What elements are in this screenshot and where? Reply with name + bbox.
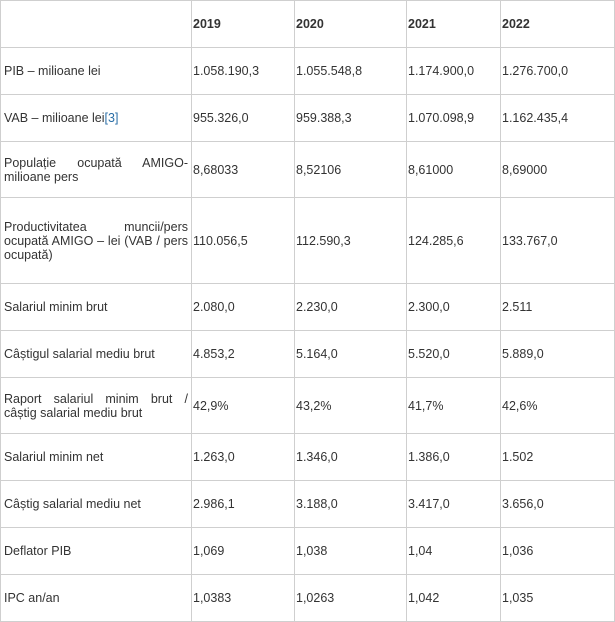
table-cell: 1.346,0 xyxy=(295,434,407,481)
row-label: PIB – milioane lei xyxy=(1,48,192,95)
table-cell: 1.502 xyxy=(501,434,615,481)
table-cell: 1.263,0 xyxy=(192,434,295,481)
table-cell: 124.285,6 xyxy=(407,198,501,284)
table-cell: 1.174.900,0 xyxy=(407,48,501,95)
row-label: Raport salariul minim brut / câștig salarial mediu brut xyxy=(1,378,192,434)
table-cell: 1,069 xyxy=(192,528,295,575)
table-row xyxy=(1,95,615,142)
table-row xyxy=(1,284,615,331)
reference-link[interactable]: [3] xyxy=(104,111,119,125)
table-cell: 1,035 xyxy=(501,575,615,622)
table-row xyxy=(1,331,615,378)
row-label: Salariul minim brut xyxy=(1,284,192,331)
table-row xyxy=(1,575,615,622)
table-cell: 1.162.435,4 xyxy=(501,95,615,142)
table-cell: 43,2% xyxy=(295,378,407,434)
table-row xyxy=(1,142,615,198)
table-cell: 8,69000 xyxy=(501,142,615,198)
table-cell: 5.164,0 xyxy=(295,331,407,378)
table-cell: 1.055.548,8 xyxy=(295,48,407,95)
table-cell: 3.656,0 xyxy=(501,481,615,528)
table-cell: 42,9% xyxy=(192,378,295,434)
row-label: Câștigul salarial mediu brut xyxy=(1,331,192,378)
table-row xyxy=(1,528,615,575)
table-cell: 2.080,0 xyxy=(192,284,295,331)
table-cell: 959.388,3 xyxy=(295,95,407,142)
row-label-cell xyxy=(1,95,192,142)
table-cell: 2.511 xyxy=(501,284,615,331)
table-cell: 42,6% xyxy=(501,378,615,434)
table-cell: 8,61000 xyxy=(407,142,501,198)
table-row xyxy=(1,48,615,95)
header-cell-2019: 2019 xyxy=(192,1,295,48)
row-label: Salariul minim net xyxy=(1,434,192,481)
header-cell-empty xyxy=(1,1,192,48)
row-label: Deflator PIB xyxy=(1,528,192,575)
table-cell: 1,0383 xyxy=(192,575,295,622)
row-label: Populație ocupată AMIGO- milioane pers xyxy=(1,142,192,198)
table-cell: 1.386,0 xyxy=(407,434,501,481)
table-cell: 2.300,0 xyxy=(407,284,501,331)
table-cell: 4.853,2 xyxy=(192,331,295,378)
table-cell: 8,68033 xyxy=(192,142,295,198)
table-cell: 2.986,1 xyxy=(192,481,295,528)
header-cell-2022: 2022 xyxy=(501,1,615,48)
header-cell-2021: 2021 xyxy=(407,1,501,48)
table-cell: 1.276.700,0 xyxy=(501,48,615,95)
table-cell: 8,52106 xyxy=(295,142,407,198)
table-cell: 41,7% xyxy=(407,378,501,434)
table-cell: 1.058.190,3 xyxy=(192,48,295,95)
row-label: Câștig salarial mediu net xyxy=(1,481,192,528)
table-cell: 2.230,0 xyxy=(295,284,407,331)
row-label: Productivitatea muncii/pers ocupată AMIGO – lei (VAB / pers ocupată) xyxy=(1,198,192,284)
table-row xyxy=(1,378,615,434)
table-cell: 5.889,0 xyxy=(501,331,615,378)
table-row xyxy=(1,198,615,284)
table-cell: 133.767,0 xyxy=(501,198,615,284)
table-cell: 1,04 xyxy=(407,528,501,575)
row-label: VAB – milioane lei xyxy=(4,111,105,125)
table-row xyxy=(1,481,615,528)
table-cell: 1,042 xyxy=(407,575,501,622)
table-cell: 112.590,3 xyxy=(295,198,407,284)
header-row xyxy=(1,1,615,48)
table-cell: 1,0263 xyxy=(295,575,407,622)
table-cell: 110.056,5 xyxy=(192,198,295,284)
table-cell: 5.520,0 xyxy=(407,331,501,378)
table-cell: 3.188,0 xyxy=(295,481,407,528)
header-cell-2020: 2020 xyxy=(295,1,407,48)
table-cell: 1,036 xyxy=(501,528,615,575)
table-cell: 3.417,0 xyxy=(407,481,501,528)
table-cell: 1.070.098,9 xyxy=(407,95,501,142)
table-row xyxy=(1,434,615,481)
table-cell: 955.326,0 xyxy=(192,95,295,142)
table-cell: 1,038 xyxy=(295,528,407,575)
row-label: IPC an/an xyxy=(1,575,192,622)
